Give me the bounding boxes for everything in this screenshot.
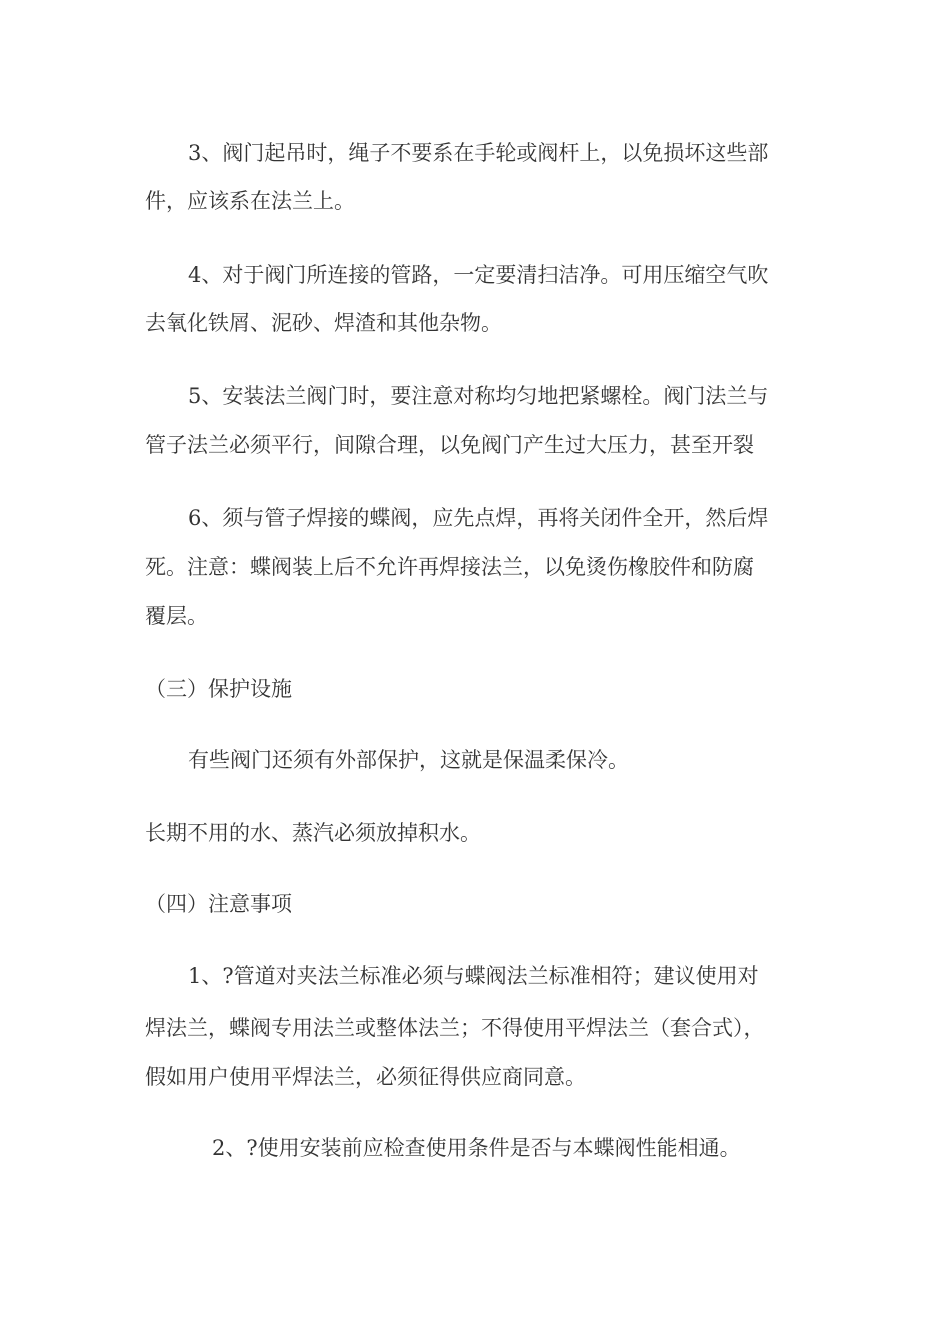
paragraph-3-line-2: 件，应该系在法兰上。 bbox=[145, 189, 355, 213]
section-heading-protection: （三）保护设施 bbox=[145, 677, 292, 701]
paragraph-5-line-2: 管子法兰必须平行，间隙合理，以免阀门产生过大压力，甚至开裂 bbox=[145, 433, 754, 457]
section-heading-notes: （四）注意事项 bbox=[145, 892, 292, 916]
protection-paragraph-2: 长期不用的水、蒸汽必须放掉积水。 bbox=[145, 821, 481, 845]
paragraph-5-line-1: 5、安装法兰阀门时，要注意对称均匀地把紧螺栓。阀门法兰与 bbox=[188, 384, 769, 408]
paragraph-4-line-1: 4、对于阀门所连接的管路，一定要清扫洁净。可用压缩空气吹 bbox=[188, 263, 769, 287]
protection-paragraph-1: 有些阀门还须有外部保护，这就是保温柔保冷。 bbox=[188, 748, 629, 772]
paragraph-4-line-2: 去氧化铁屑、泥砂、焊渣和其他杂物。 bbox=[145, 311, 502, 335]
paragraph-6-line-3: 覆层。 bbox=[145, 604, 208, 628]
paragraph-6-line-1: 6、须与管子焊接的蝶阀，应先点焊，再将关闭件全开，然后焊 bbox=[188, 506, 769, 530]
paragraph-3-line-1: 3、阀门起吊时，绳子不要系在手轮或阀杆上，以免损坏这些部 bbox=[188, 141, 769, 165]
note-1-line-2: 焊法兰，蝶阀专用法兰或整体法兰；不得使用平焊法兰（套合式）， bbox=[145, 1016, 765, 1040]
note-1-line-3: 假如用户使用平焊法兰，必须征得供应商同意。 bbox=[145, 1065, 586, 1089]
paragraph-6-line-2: 死。注意：蝶阀装上后不允许再焊接法兰，以免烫伤橡胶件和防腐 bbox=[145, 555, 754, 579]
note-2: 2、?使用安装前应检查使用条件是否与本蝶阀性能相通。 bbox=[212, 1136, 741, 1160]
note-1-line-1: 1、?管道对夹法兰标准必须与蝶阀法兰标准相符；建议使用对 bbox=[188, 964, 759, 988]
